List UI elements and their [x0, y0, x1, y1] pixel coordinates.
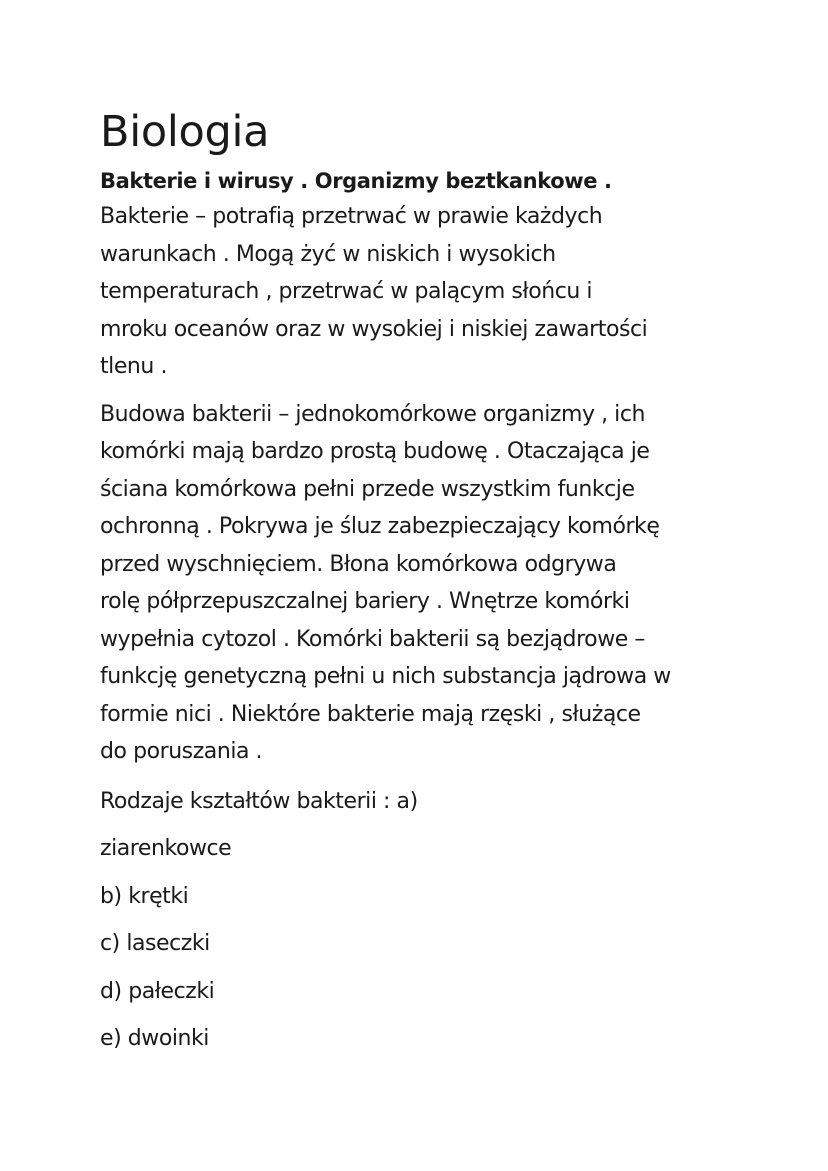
bacteria-shapes-intro: Rodzaje kształtów bakterii : a) [100, 788, 418, 814]
paragraph-bacteria-survival [100, 198, 780, 386]
text-line: przed wyschnięciem. Błona komórkowa odgrywa [100, 551, 617, 577]
list-item: c) laseczki [100, 931, 210, 956]
text-line: ściana komórkowa pełni przede wszystkim funkcje [100, 476, 635, 502]
list-item: ziarenkowce [100, 836, 232, 861]
text-line: ochronną . Pokrywa je śluz zabezpieczający komórkę [100, 514, 660, 539]
text-line: mroku oceanów oraz w wysokiej i niskiej zawartości [100, 316, 648, 342]
document-subtitle: Bakterie i wirusy . Organizmy beztkankowe . [100, 169, 612, 193]
list-item: e) dwoinki [100, 1026, 209, 1051]
text-line: formie nici . Niektóre bakterie mają rzęski , służące [100, 701, 641, 727]
text-line: tlenu . [100, 354, 167, 379]
list-item: d) pałeczki [100, 978, 215, 1004]
text-line: do poruszania . [100, 739, 263, 764]
text-line: warunkach . Mogą żyć w niskich i wysokich [100, 241, 556, 267]
document-page [100, 104, 780, 1058]
list-item: b) krętki [100, 883, 189, 909]
text-line: funkcję genetyczną pełni u nich substancja jądrowa w [100, 664, 671, 689]
paragraph-bacteria-structure [100, 396, 780, 771]
text-line: rolę półprzepuszczalnej bariery . Wnętrze komórki [100, 589, 630, 614]
document-title: Biologia [100, 107, 270, 157]
text-line: Bakterie – potrafią przetrwać w prawie każdych [100, 204, 603, 229]
text-line: wypełnia cytozol . Komórki bakterii są bezjądrowe – [100, 626, 645, 652]
text-line: Budowa bakterii – jednokomórkowe organizmy , ich [100, 401, 645, 427]
text-line: temperaturach , przetrwać w palącym słońcu i [100, 279, 593, 304]
text-line: komórki mają bardzo prostą budowę . Otaczająca je [100, 439, 650, 464]
